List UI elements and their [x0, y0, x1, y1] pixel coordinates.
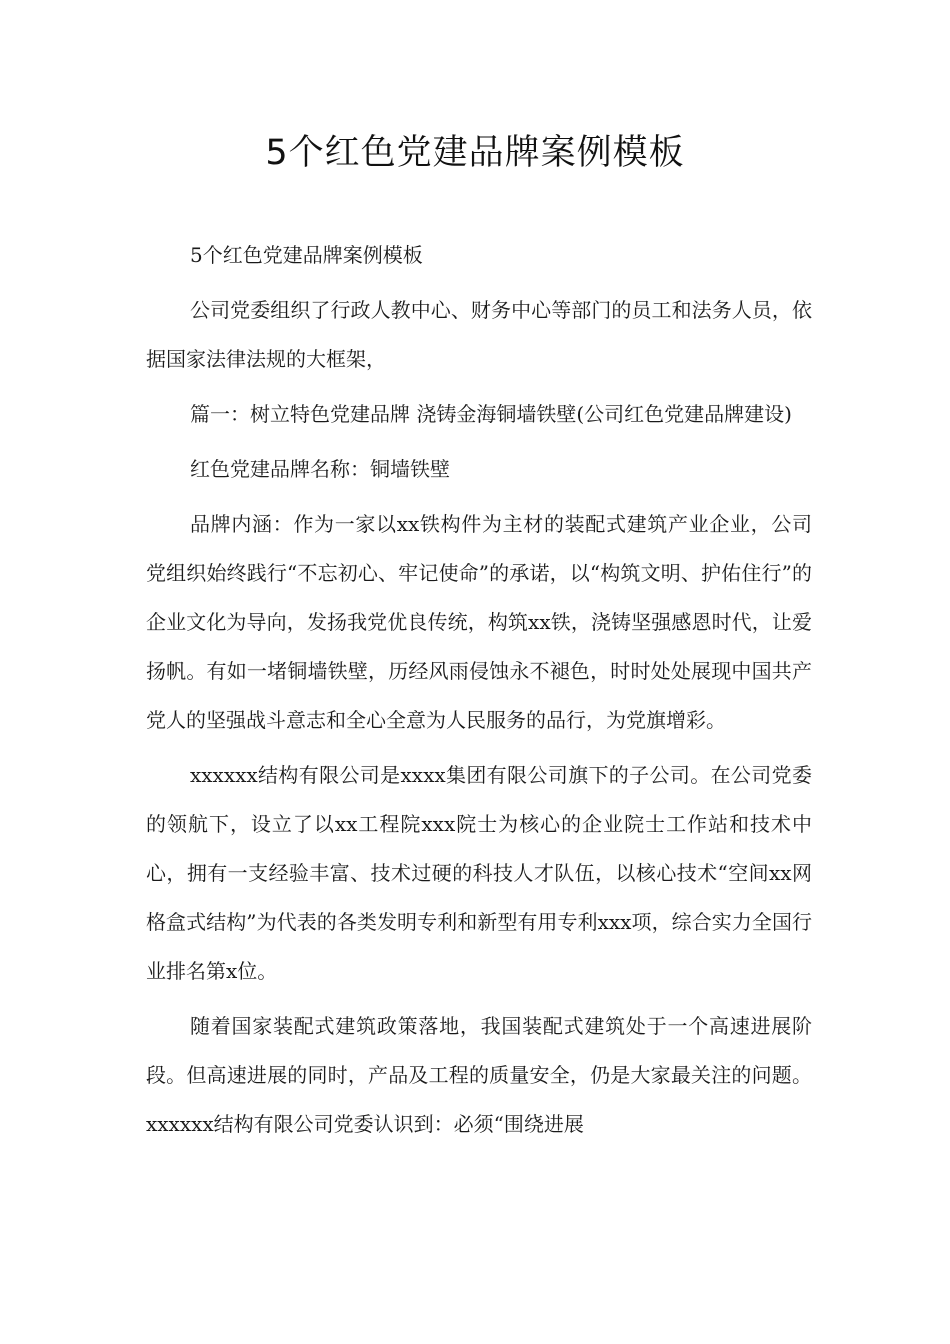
- paragraph-chapter-heading: 篇一：树立特色党建品牌 浇铸金海铜墙铁壁(公司红色党建品牌建设): [190, 402, 792, 426]
- paragraph-brand-name: 红色党建品牌名称：铜墙铁壁: [190, 457, 450, 481]
- document-body: [146, 231, 812, 1155]
- paragraph-company-profile: xxxxxx结构有限公司是xxxx集团有限公司旗下的子公司。在公司党委的领航下，设立了以xx工程院xxx院士为核心的企业院士工作站和技术中心，拥有一支经验丰富、技术过硬的科技人才队伍，以核心技术“空间xx网格盒式结构”为代表的各类发明专利和新型有用专利xxx项，综合实力全国行业排名第x位。: [146, 763, 812, 983]
- paragraph-industry-context: 随着国家装配式建筑政策落地，我国装配式建筑处于一个高速进展阶段。但高速进展的同时，产品及工程的质量安全，仍是大家最关注的问题。xxxxxx结构有限公司党委认识到：必须“围绕进展: [146, 1014, 812, 1136]
- paragraph-intro: 公司党委组织了行政人教中心、财务中心等部门的员工和法务人员，依据国家法律法规的大框架，: [146, 298, 812, 371]
- paragraph-brand-meaning: 品牌内涵：作为一家以xx铁构件为主材的装配式建筑产业企业，公司党组织始终践行“不忘初心、牢记使命”的承诺，以“构筑文明、护佑住行”的企业文化为导向，发扬我党优良传统，构筑xx铁，浇铸坚强感恩时代，让爱扬帆。有如一堵铜墙铁壁，历经风雨侵蚀永不褪色，时时处处展现中国共产党人的坚强战斗意志和全心全意为人民服务的品行，为党旗增彩。: [146, 512, 812, 732]
- paragraph-subtitle: 5个红色党建品牌案例模板: [190, 243, 423, 267]
- document-title: 5个红色党建品牌案例模板: [265, 133, 685, 173]
